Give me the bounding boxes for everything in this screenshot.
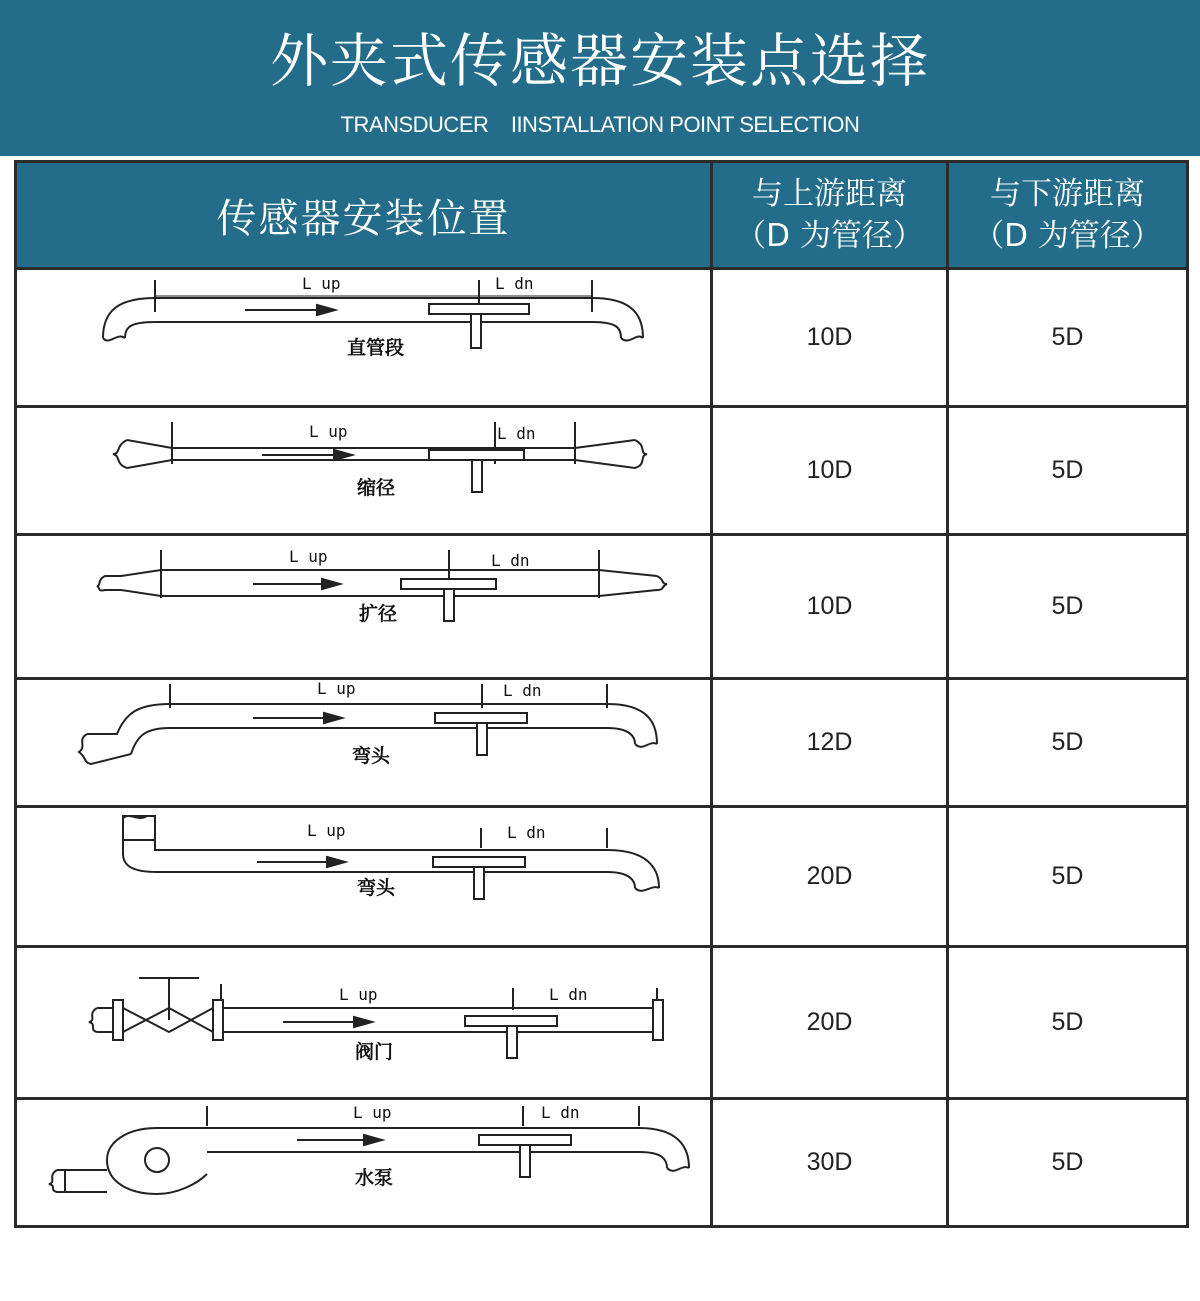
svg-text:阀门: 阀门 [355,1040,394,1063]
downstream-value: 5D [948,947,1188,1099]
diagram-valve [16,947,712,1099]
svg-text:L dn: L dn [503,681,542,700]
table-row [16,947,1188,1099]
header-upstream: 与上游距离 （D 为管径） [712,162,948,269]
installation-table [14,160,1189,1228]
svg-text:L dn: L dn [549,984,588,1004]
svg-text:弯头: 弯头 [357,876,396,899]
svg-text:弯头: 弯头 [352,744,391,767]
page-subtitle: TRANSDUCER IINSTALLATION POINT SELECTION [340,112,860,137]
downstream-value: 5D [948,269,1188,407]
upstream-value: 10D [712,407,948,535]
table-row [16,1099,1188,1227]
downstream-value: 5D [948,679,1188,807]
page-title: 外夹式传感器安装点选择 [269,27,930,95]
upstream-value: 20D [712,807,948,947]
upstream-value: 10D [712,535,948,679]
svg-text:L dn: L dn [497,423,536,443]
marker-dn: L dn [495,273,534,293]
upstream-value: 30D [712,1099,948,1227]
svg-text:L up: L up [353,1102,392,1122]
downstream-value: 5D [948,807,1188,947]
svg-text:L up: L up [339,984,378,1004]
svg-text:L up: L up [317,681,356,698]
svg-text:L dn: L dn [541,1102,580,1122]
table-row [16,679,1188,807]
svg-text:扩径: 扩径 [359,602,398,625]
upstream-value: 12D [712,679,948,807]
table-row [16,407,1188,535]
diagram-label: 直管段 [347,336,405,359]
header-position: 传感器安装位置 [16,162,712,269]
upstream-value: 10D [712,269,948,407]
svg-text:L up: L up [289,546,328,566]
svg-text:水泵: 水泵 [355,1166,394,1189]
table-row [16,269,1188,407]
diagram-pump [16,1099,712,1227]
svg-text:缩径: 缩径 [357,476,396,499]
downstream-value: 5D [948,1099,1188,1227]
downstream-value: 5D [948,535,1188,679]
table-header-row [16,162,1188,269]
upstream-value: 20D [712,947,948,1099]
svg-text:L up: L up [309,421,348,441]
diagram-reducer [16,407,712,535]
marker-up: L up [302,273,341,293]
diagram-elbow-20d [16,807,712,947]
diagram-expander [16,535,712,679]
svg-text:L dn: L dn [507,822,546,842]
table-row [16,535,1188,679]
header-banner [0,0,1200,156]
svg-text:L dn: L dn [491,550,530,570]
svg-text:L up: L up [307,820,346,840]
header-downstream: 与下游距离 （D 为管径） [948,162,1188,269]
diagram-straight-pipe [16,269,712,407]
table-row [16,807,1188,947]
diagram-elbow-12d [16,679,712,807]
downstream-value: 5D [948,407,1188,535]
